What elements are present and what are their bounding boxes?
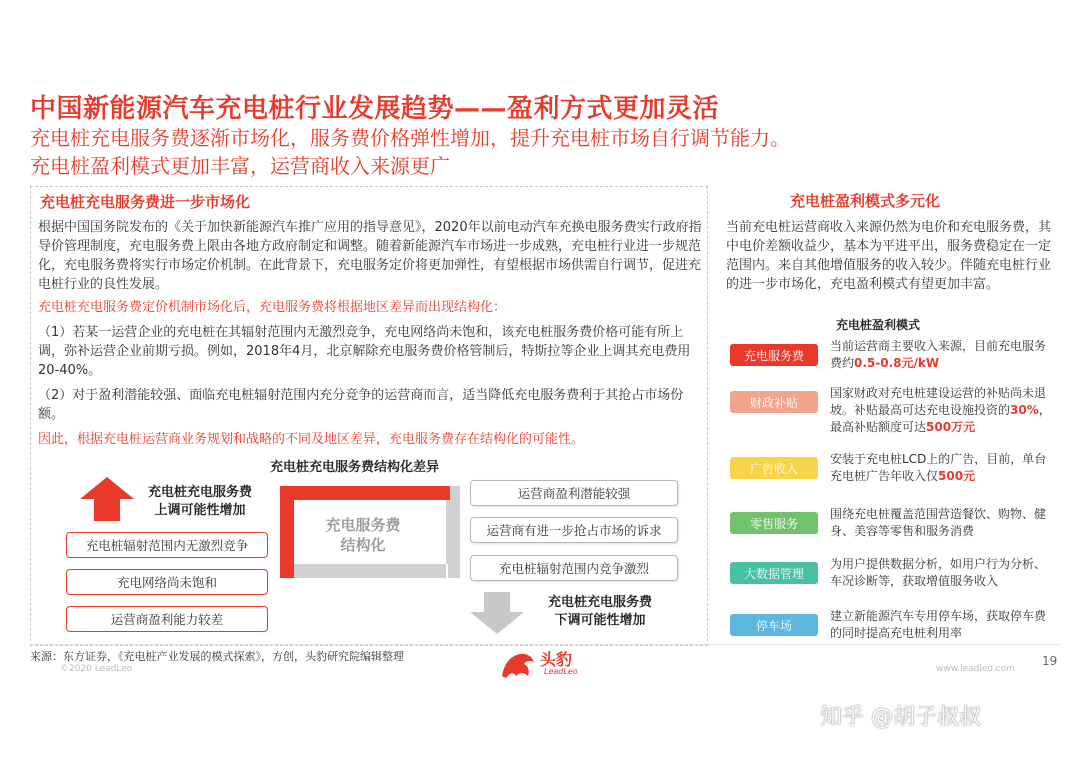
diagram-title: 充电桩充电服务费结构化差异 xyxy=(270,460,440,475)
copyright: ©2020 LeadLeo xyxy=(60,664,133,674)
right-section-title: 充电桩盈利模式多元化 xyxy=(790,192,941,210)
right-factor-box-1: 运营商盈利潜能较强 xyxy=(470,480,678,506)
model-desc-2-text_a: 安装于充电桩LCD上的广告，目前，单台充电桩广告年收入仅 xyxy=(830,452,1047,483)
page-subtitle-1: 充电桩充电服务费逐渐市场化，服务费价格弹性增加，提升充电桩市场自行调节能力。 xyxy=(30,126,790,150)
model-pill-5: 停车场 xyxy=(730,614,818,636)
right-factor-box-3: 充电桩辐射范围内竞争激烈 xyxy=(470,555,678,581)
right-intro-paragraph: 当前充电桩运营商收入来源仍然为电价和充电服务费，其中电价差额收益少，基本为平进平出，服务费稳定在一定范围内。来自其他增值服务的收入较少。伴随充电桩行业的进一步市场化，充电盈利模式有望更加丰富。 xyxy=(726,220,1052,292)
model-desc-4-text_a: 为用户提供数据分析，如用户行为分析、车况诊断等，获取增值服务收入 xyxy=(830,557,1047,588)
page-title: 中国新能源汽车充电桩行业发展趋势——盈利方式更加灵活 xyxy=(30,94,720,124)
left-paragraph-4: （2）对于盈利潜能较强、面临充电桩辐射范围内充分竞争的运营商而言，适当降低充电服务费利于其抢占市场份额。 xyxy=(38,388,684,422)
model-description-4 xyxy=(830,556,1056,590)
left-factor-box-3: 运营商盈利能力较差 xyxy=(66,606,268,632)
model-desc-1-text_a: 国家财政对充电桩建设运营的补贴尚未退坡。补贴最高可达充电设施投资的 xyxy=(830,386,1047,417)
page-number: 19 xyxy=(1042,654,1058,668)
model-pill-0: 充电服务费 xyxy=(730,344,818,366)
model-description-3 xyxy=(830,506,1056,540)
model-pill-2: 广告收入 xyxy=(730,457,818,479)
center-label-line-1: 充电服务费 xyxy=(325,516,401,534)
left-section-title: 充电桩充电服务费进一步市场化 xyxy=(40,193,251,211)
website: www.leadleo.com xyxy=(936,664,1015,674)
left-paragraph-5: 因此，根据充电桩运营商业务规划和战略的不同及地区差异，充电服务费存在结构化的可能性。 xyxy=(38,432,585,447)
down-arrow-label xyxy=(540,594,660,630)
footer-divider xyxy=(30,644,1060,645)
diagram-center-label xyxy=(308,515,418,555)
model-description-1 xyxy=(830,385,1056,436)
model-description-0 xyxy=(830,338,1056,372)
up-label-line-1: 充电桩充电服务费 xyxy=(147,485,252,500)
zhihu-watermark: 知乎 @胡子叔叔 xyxy=(820,705,981,730)
down-arrow-icon xyxy=(470,592,524,634)
source-note: 来源：东方证券，《充电桩产业发展的模式探索》，方创，头豹研究院编辑整理 xyxy=(30,650,404,663)
model-desc-5-text_a: 建立新能源汽车专用停车场，获取停车费的同时提高充电桩利用率 xyxy=(830,609,1047,640)
down-label-line-2: 下调可能性增加 xyxy=(554,613,646,628)
model-list-title: 充电桩盈利模式 xyxy=(836,318,921,332)
model-description-5 xyxy=(830,608,1056,642)
left-paragraph-1: 根据中国国务院发布的《关于加快新能源汽车推广应用的指导意见》，2020年以前电动汽车充换电服务费实行政府指导价管理制度，充电服务费上限由各地方政府制定和调整。随着新能源汽车市场进一步成熟，充电桩行业进一步规范化，充电服务费将实行市场定价机制。在此背景下，充电服务定价将更加弹性，有望根据市场供需自行调节，促进充电桩行业的良性发展。 xyxy=(38,220,702,292)
model-desc-2-hl_a: 500元 xyxy=(938,469,976,483)
up-label-line-2: 上调可能性增加 xyxy=(154,503,246,518)
model-desc-0-text_a: 当前运营商主要收入来源，目前充电服务费约 xyxy=(830,339,1047,370)
page-subtitle-2: 充电桩盈利模式更加丰富，运营商收入来源更广 xyxy=(30,154,450,178)
left-factor-box-1: 充电桩辐射范围内无激烈竞争 xyxy=(66,532,268,558)
center-label-line-2: 结构化 xyxy=(340,536,386,554)
model-pill-3: 零售服务 xyxy=(730,512,818,534)
left-factor-box-2: 充电网络尚未饱和 xyxy=(66,569,268,595)
model-description-2 xyxy=(830,451,1056,485)
model-desc-1-hl_b: 500万元 xyxy=(926,420,976,434)
right-factor-box-2: 运营商有进一步抢占市场的诉求 xyxy=(470,517,678,543)
logo-text: 头豹 xyxy=(540,650,573,669)
model-pill-4: 大数据管理 xyxy=(730,562,818,584)
model-pill-1: 财政补贴 xyxy=(730,391,818,413)
up-arrow-icon xyxy=(80,477,134,521)
logo-subtext: LeadLeo xyxy=(544,667,578,676)
model-desc-3-text_a: 围绕充电桩覆盖范围营造餐饮、购物、健身、美容等零售和服务消费 xyxy=(830,507,1047,538)
model-desc-1-text_b: ，最高补贴额度可达 xyxy=(830,403,1051,434)
model-desc-1-hl_a: 30% xyxy=(1010,403,1039,417)
leadleo-logo-icon xyxy=(498,646,538,682)
left-paragraph-2: 充电桩充电服务费定价机制市场化后，充电服务费将根据地区差异而出现结构化： xyxy=(38,300,507,315)
up-arrow-label xyxy=(140,484,260,520)
left-paragraph-3: （1）若某一运营企业的充电桩在其辐射范围内无激烈竞争，充电网络尚未饱和，该充电桩服务费价格可能有所上调，弥补运营企业前期亏损。例如，2018年4月，北京解除充电服务费价格管制后，特斯拉等企业上调其充电费用20-40%。 xyxy=(38,325,691,378)
down-label-line-1: 充电桩充电服务费 xyxy=(547,595,652,610)
model-desc-0-hl_a: 0.5-0.8元/kW xyxy=(854,356,940,370)
